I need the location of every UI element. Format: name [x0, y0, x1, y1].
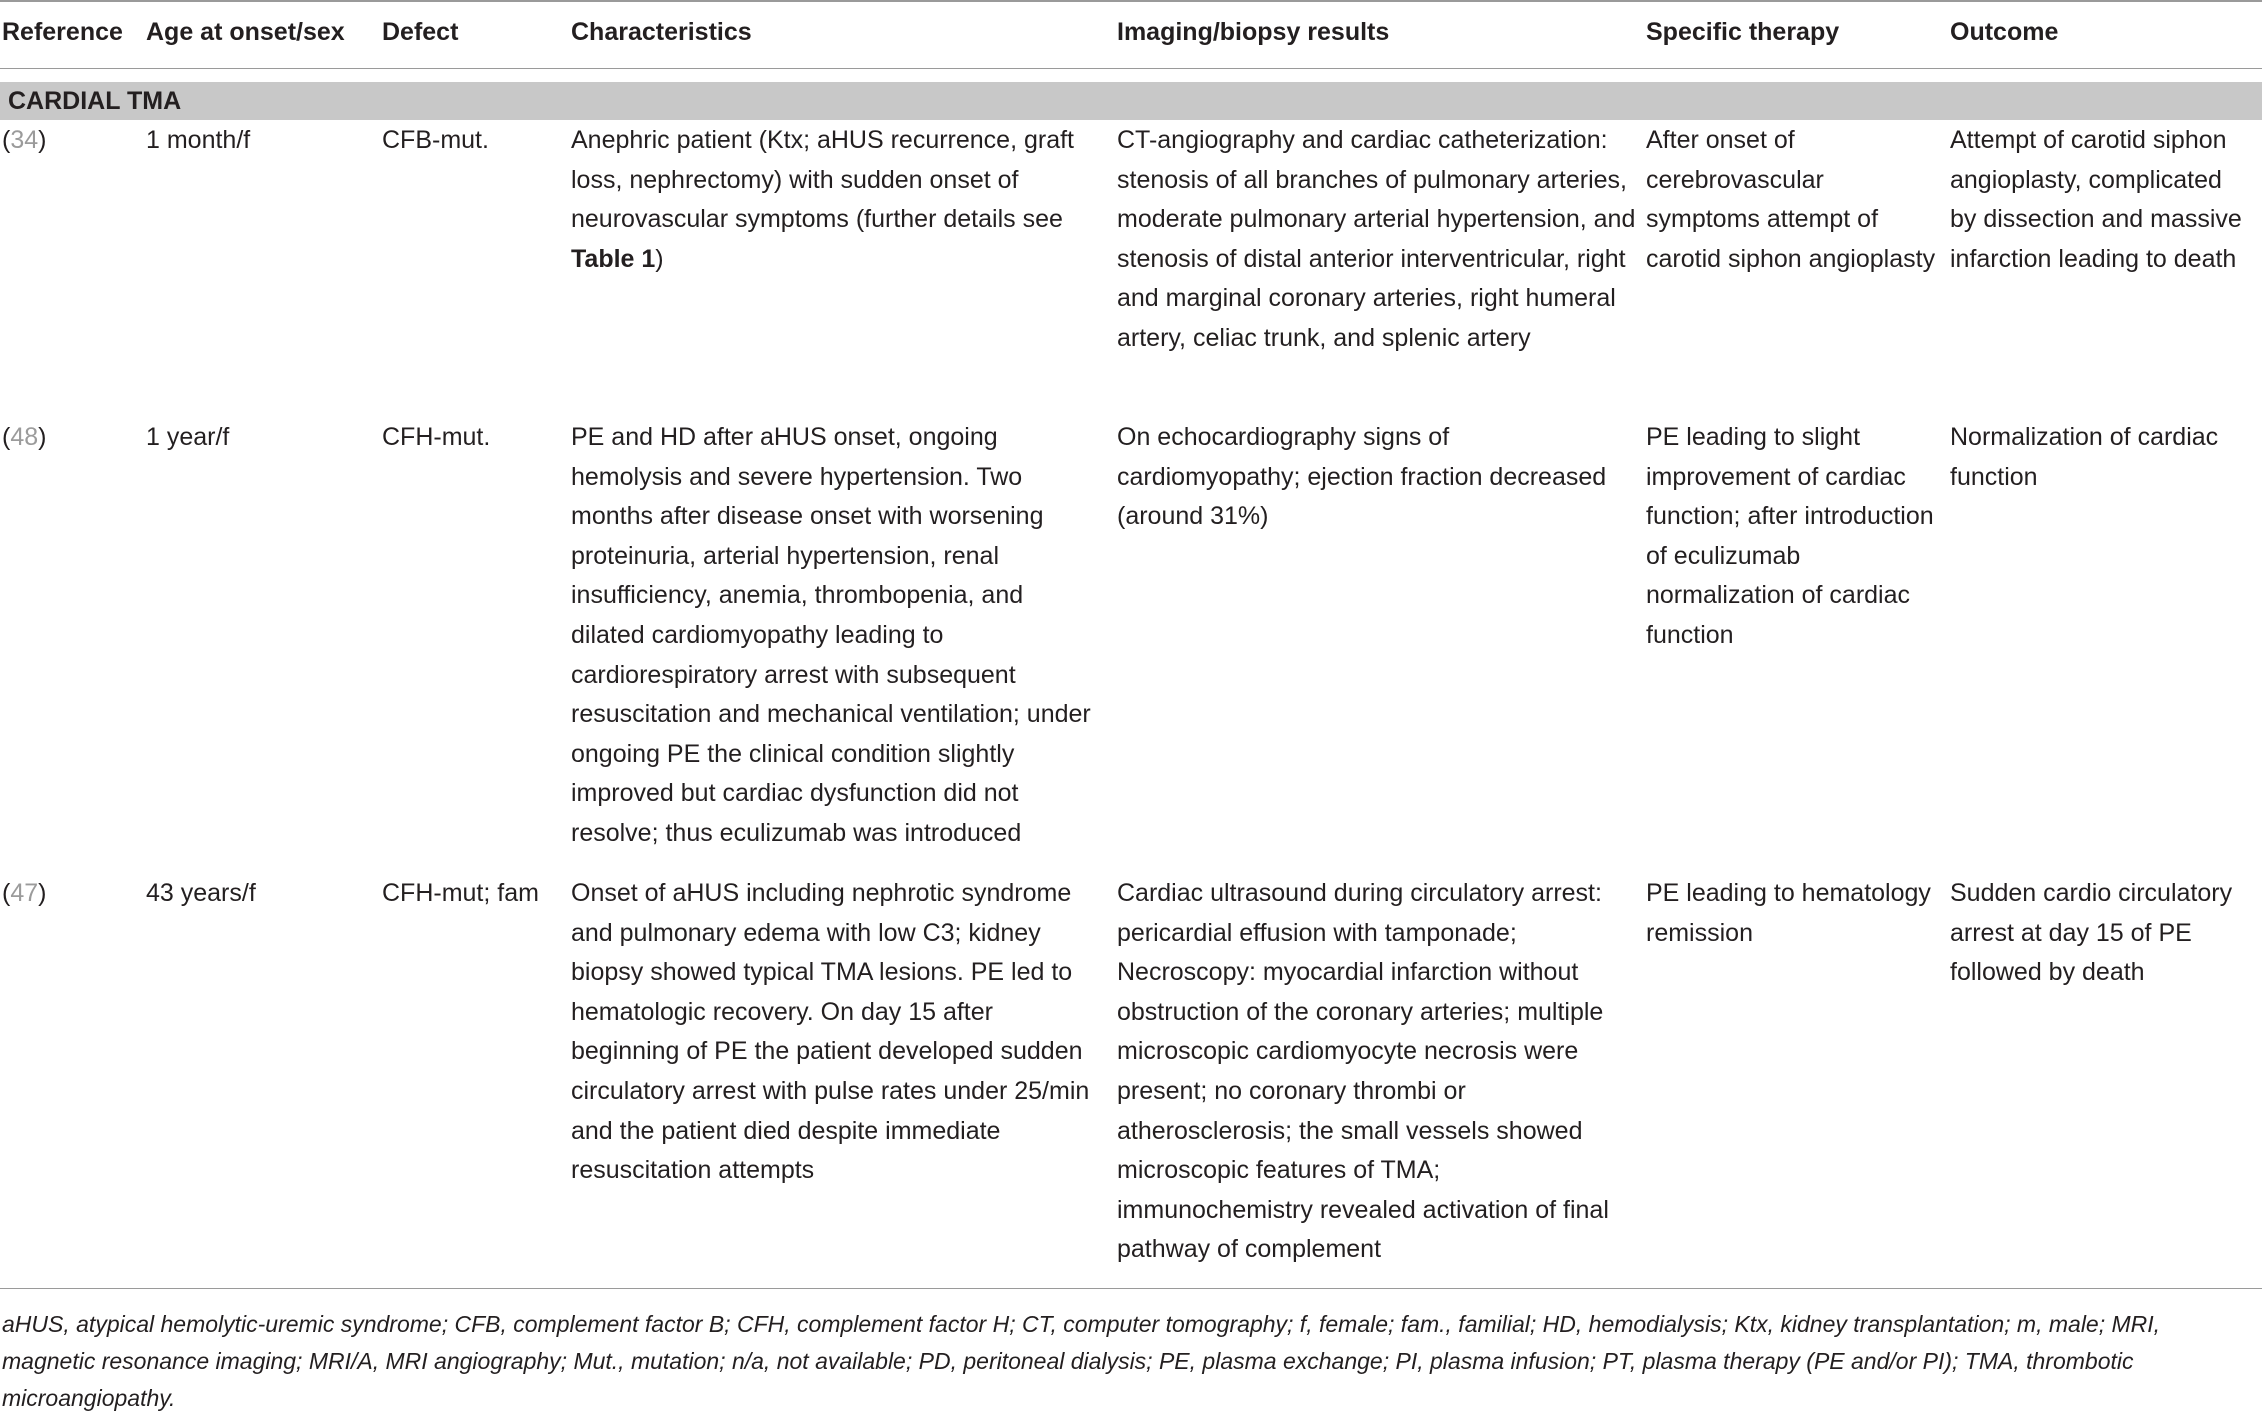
table-row-1-outcome: Attempt of carotid siphon angioplasty, complicated by dissection and massive infarction leading to death — [1950, 126, 2242, 273]
table-top-rule — [0, 0, 2262, 2]
header-therapy: Specific therapy — [1646, 18, 1840, 46]
table-row-3-reference: (47) — [2, 879, 47, 907]
section-band — [0, 82, 2262, 120]
header-age: Age at onset/sex — [146, 18, 345, 46]
table-row-1-characteristics: Anephric patient (Ktx; aHUS recurrence, graft loss, nephrectomy) with sudden onset of neurovascular symptoms (further details see Table 1) — [571, 126, 1075, 273]
table-row-2-age: 1 year/f — [146, 423, 230, 451]
table-row-2-characteristics: PE and HD after aHUS onset, ongoing hemolysis and severe hypertension. Two months after disease onset with worsening proteinuria, arterial hypertension, renal insufficiency, anemia, thrombopenia, and dilated cardiomyopathy leading to cardiorespiratory arrest with subsequent resuscitation and mechanical ventilation; under ongoing PE the clinical condition slightly improved but cardiac dysfunction did not resolve; thus eculizumab was introduced — [571, 423, 1091, 847]
table-row-2-reference: (48) — [2, 423, 47, 451]
table-row-2-outcome: Normalization of cardiac function — [1950, 423, 2219, 491]
header-imaging: Imaging/biopsy results — [1117, 18, 1390, 46]
table-row-1-imaging: CT-angiography and cardiac catheterization: stenosis of all branches of pulmonary arteries, moderate pulmonary arterial hypertension, and stenosis of distal anterior interventricular, right and marginal coronary arteries, right humeral artery, celiac trunk, and splenic artery — [1117, 126, 1636, 352]
table-row-2-defect: CFH-mut. — [382, 423, 491, 451]
section-title: CARDIAL TMA — [8, 87, 182, 115]
table-row-3-imaging: Cardiac ultrasound during circulatory arrest: pericardial effusion with tamponade; Necroscopy: myocardial infarction without obstruction of the coronary arteries; multiple microscopic cardiomyocyte necrosis were present; no coronary thrombi or atherosclerosis; the small vessels showed microscopic features of TMA; immunochemistry revealed activation of final pathway of complement — [1117, 879, 1609, 1264]
table-row-3-therapy: PE leading to hematology remission — [1646, 879, 1931, 947]
table-row-1-therapy: After onset of cerebrovascular symptoms attempt of carotid siphon angioplasty — [1646, 126, 1936, 273]
table-row-3-characteristics: Onset of aHUS including nephrotic syndrome and pulmonary edema with low C3; kidney biopsy showed typical TMA lesions. PE led to hematologic recovery. On day 15 after beginning of PE the patient developed sudden circulatory arrest with pulse rates under 25/min and the patient died despite immediate resuscitation attempts — [571, 879, 1090, 1185]
table-row-1-reference: (34) — [2, 126, 47, 154]
table-footnote: aHUS, atypical hemolytic-uremic syndrome; CFB, complement factor B; CFH, complement factor H; CT, computer tomography; f, female; fam., familial; HD, hemodialysis; Ktx, kidney transplantation; m, male; MRI, magnetic resonance imaging; MRI/A, MRI angiography; Mut., mutation; n/a, not available; PD, peritoneal dialysis; PE, plasma exchange; PI, plasma infusion; PT, plasma therapy (PE and/or PI); TMA, thrombotic microangiopathy. — [2, 1311, 2161, 1411]
header-characteristics: Characteristics — [571, 18, 752, 46]
table-bottom-rule — [0, 1288, 2262, 1289]
header-outcome: Outcome — [1950, 18, 2059, 46]
table-row-2-therapy: PE leading to slight improvement of cardiac function; after introduction of eculizumab normalization of cardiac function — [1646, 423, 1934, 649]
table-row-1-defect: CFB-mut. — [382, 126, 489, 154]
header-defect: Defect — [382, 18, 459, 46]
table-row-3-age: 43 years/f — [146, 879, 256, 907]
table-row-3-defect: CFH-mut; fam — [382, 879, 539, 907]
table-row-1-age: 1 month/f — [146, 126, 251, 154]
header-bottom-rule — [0, 68, 2262, 69]
table-row-2-imaging: On echocardiography signs of cardiomyopathy; ejection fraction decreased (around 31%) — [1117, 423, 1607, 531]
reference-link[interactable]: 48 — [10, 423, 39, 451]
table-link[interactable]: Table 1 — [571, 244, 656, 273]
reference-link[interactable]: 47 — [10, 879, 39, 907]
table-row-3-outcome: Sudden cardio circulatory arrest at day 15 of PE followed by death — [1950, 879, 2233, 987]
header-reference: Reference — [2, 18, 123, 46]
reference-link[interactable]: 34 — [10, 126, 39, 154]
